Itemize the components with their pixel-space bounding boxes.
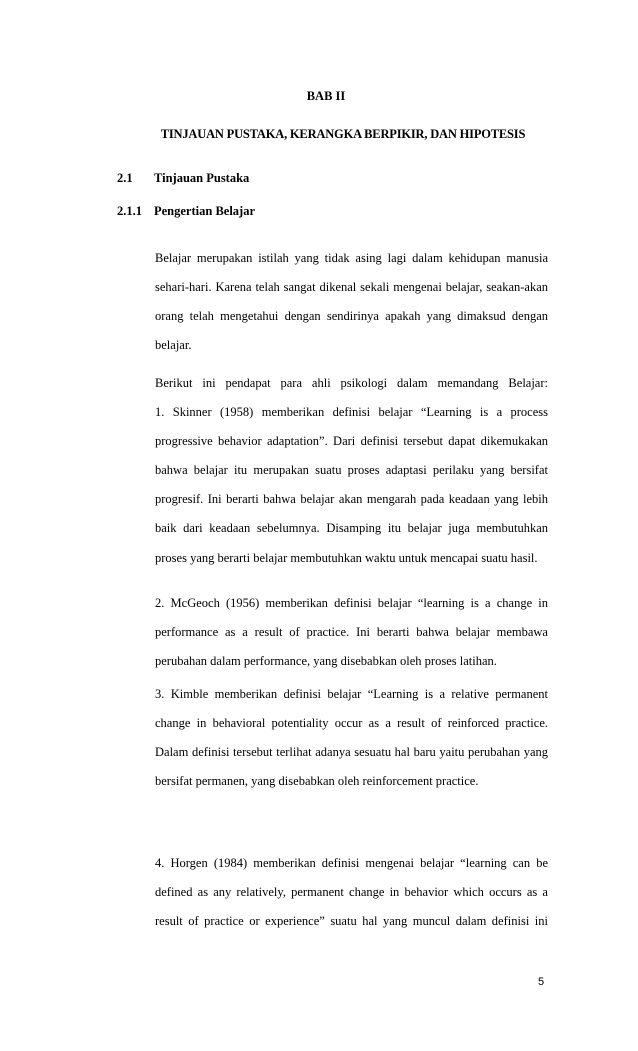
section-title: Tinjauan Pustaka [154, 171, 250, 185]
paragraph-line: Dalam definisi tersebut terlihat adanya sesuatu hal baru yaitu perubahan yang [155, 745, 548, 760]
chapter-subtitle: TINJAUAN PUSTAKA, KERANGKA BERPIKIR, DAN HIPOTESIS [160, 127, 526, 141]
paragraph-line: 4. Horgen (1984) memberikan definisi mengenai belajar “learning can be [155, 856, 548, 870]
paragraph-line: 3. Kimble memberikan definisi belajar “Learning is a relative permanent [155, 687, 548, 701]
paragraph-line: bahwa belajar itu merupakan suatu proses adaptasi perilaku yang bersifat [155, 463, 548, 478]
paragraph-line: bersifat permanen, yang disebabkan oleh reinforcement practice. [155, 774, 479, 789]
paragraph-horgen [155, 849, 548, 936]
paragraph-line: 1. Skinner (1958) memberikan definisi belajar “Learning is a process [155, 405, 548, 420]
paragraph-line: performance as a result of practice. Ini berarti bahwa belajar membawa [155, 625, 548, 640]
paragraph-line: change in behavioral potentiality occur as a result of reinforced practice. [155, 716, 548, 731]
section-title: Pengertian Belajar [154, 204, 256, 218]
paragraph-line: defined as any relatively, permanent change in behavior which occurs as a [155, 885, 548, 900]
paragraph-mcgeoch [155, 589, 548, 676]
paragraph-line: belajar. [155, 338, 192, 353]
paragraph-line: sehari-hari. Karena telah sangat dikenal sekali mengenai belajar, seakan-akan [155, 280, 548, 295]
paragraph-line: Berikut ini pendapat para ahli psikologi dalam memandang Belajar: [155, 376, 548, 390]
paragraph-line: progressive behavior adaptation”. Dari definisi tersebut dapat dikemukakan [155, 434, 548, 449]
paragraph-line: proses yang berarti belajar membutuhkan waktu untuk mencapai suatu hasil. [155, 550, 538, 565]
paragraph-kimble [155, 680, 548, 796]
paragraph-skinner [155, 369, 548, 573]
paragraph-line: 2. McGeoch (1956) memberikan definisi belajar “learning is a change in [155, 596, 548, 610]
paragraph-line: result of practice or experience” suatu hal yang muncul dalam definisi ini [155, 914, 548, 929]
chapter-heading: BAB II [306, 89, 346, 103]
section-number: 2.1.1 [117, 204, 142, 218]
paragraph-line: progresif. Ini berarti bahwa belajar akan mengarah pada keadaan yang lebih [155, 492, 548, 507]
page-number: 5 [538, 976, 545, 988]
paragraph-line: Belajar merupakan istilah yang tidak asing lagi dalam kehidupan manusia [155, 251, 548, 265]
paragraph-line: perubahan dalam performance, yang disebabkan oleh proses latihan. [155, 654, 497, 669]
paragraph-line: baik dari keadaan sebelumnya. Disamping itu belajar juga membutuhkan [155, 521, 548, 536]
section-number: 2.1 [117, 171, 133, 185]
paragraph-definition-intro [155, 244, 548, 360]
paragraph-line: orang telah mengetahui dengan sendirinya apakah yang dimaksud dengan [155, 309, 548, 324]
